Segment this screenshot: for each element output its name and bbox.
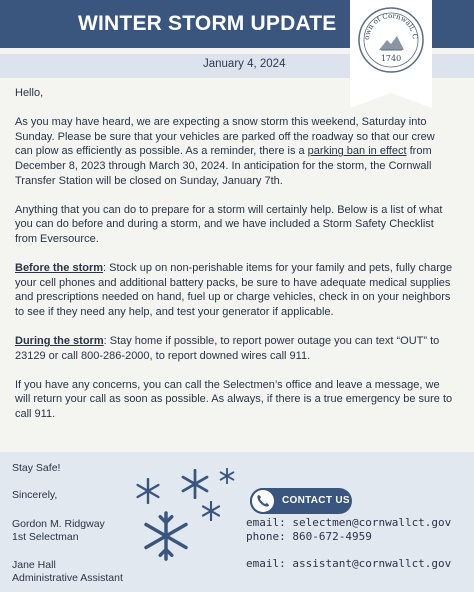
during-storm-label: During the storm	[15, 335, 104, 348]
signer-name-2: Jane Hall	[12, 559, 56, 571]
stay-safe: Stay Safe!	[12, 462, 61, 474]
snowflake-icon	[219, 468, 235, 484]
before-storm-label: Before the storm	[15, 262, 104, 275]
snowflake-icon	[180, 469, 210, 499]
letter-date: January 4, 2024	[203, 58, 286, 70]
paragraph-concerns: If you have any concerns, you can call the Selectmen’s office and leave a message, we will return your call as soon as possible. As always, if there is a true emergency be sure to call 911.	[15, 378, 453, 421]
contact-email-assistant[interactable]: email: assistant@cornwallct.gov	[246, 557, 452, 570]
letter-body	[15, 86, 455, 436]
contact-phone[interactable]: phone: 860-672-4959	[246, 530, 372, 543]
intro-text-1: As you may have heard, we are expecting a snow storm this weekend, Saturday into Sunday. Please be sure that your vehicles are parked off the roadway so that our crew can plow as efficiently as possible. As a reminder, there is a	[15, 116, 435, 158]
seal-text: own of Cornwall, C	[362, 11, 420, 41]
paragraph-during	[15, 334, 455, 363]
signer-title-1: 1st Selectman	[12, 531, 79, 543]
before-storm-text: : Stock up on non-perishable items for your family and pets, fully charge your cell phones and additional battery packs, be sure to have adequate medical supplies and prescriptions needed on hand, fuel up or charge vehicles, check in on your neighbors to see if they need any help, and test your generator if applicable.	[15, 262, 453, 318]
seal-year: 1740	[380, 54, 402, 63]
phone-icon	[250, 488, 276, 514]
paragraph-before	[15, 261, 455, 319]
parking-ban-link[interactable]: parking ban in effect	[307, 145, 407, 158]
snowflake-icon	[141, 508, 191, 564]
page-title: WINTER STORM UPDATE	[78, 12, 337, 35]
contact-email-selectmen[interactable]: email: selectmen@cornwallct.gov	[246, 516, 452, 529]
paragraph-intro	[15, 115, 455, 188]
greeting: Hello,	[15, 87, 44, 99]
signer-title-2: Administrative Assistant	[12, 572, 123, 584]
contact-us-label: CONTACT US	[282, 495, 350, 506]
snowflake-icon	[135, 478, 161, 504]
paragraph-prepare: Anything that you can do to prepare for a storm will certainly help. Below is a list of what you can do before and during a storm, and we have included a Storm Safety Checklist from Eversource.	[15, 203, 443, 245]
town-seal	[357, 6, 425, 74]
sincerely: Sincerely,	[12, 489, 58, 501]
signer-name-1: Gordon M. Ridgway	[12, 518, 105, 530]
during-storm-text: : Stay home if possible, to report power outage you can text “OUT” to 23129 or call 800-286-2000, to report downed wires call 911.	[15, 335, 440, 362]
snowflake-icon	[201, 501, 221, 521]
intro-text-2: from December 8, 2023 through March 30, 2024. In anticipation for the storm, the Cornwall Transfer Station will be closed on Sunday, January 7th.	[15, 145, 432, 187]
